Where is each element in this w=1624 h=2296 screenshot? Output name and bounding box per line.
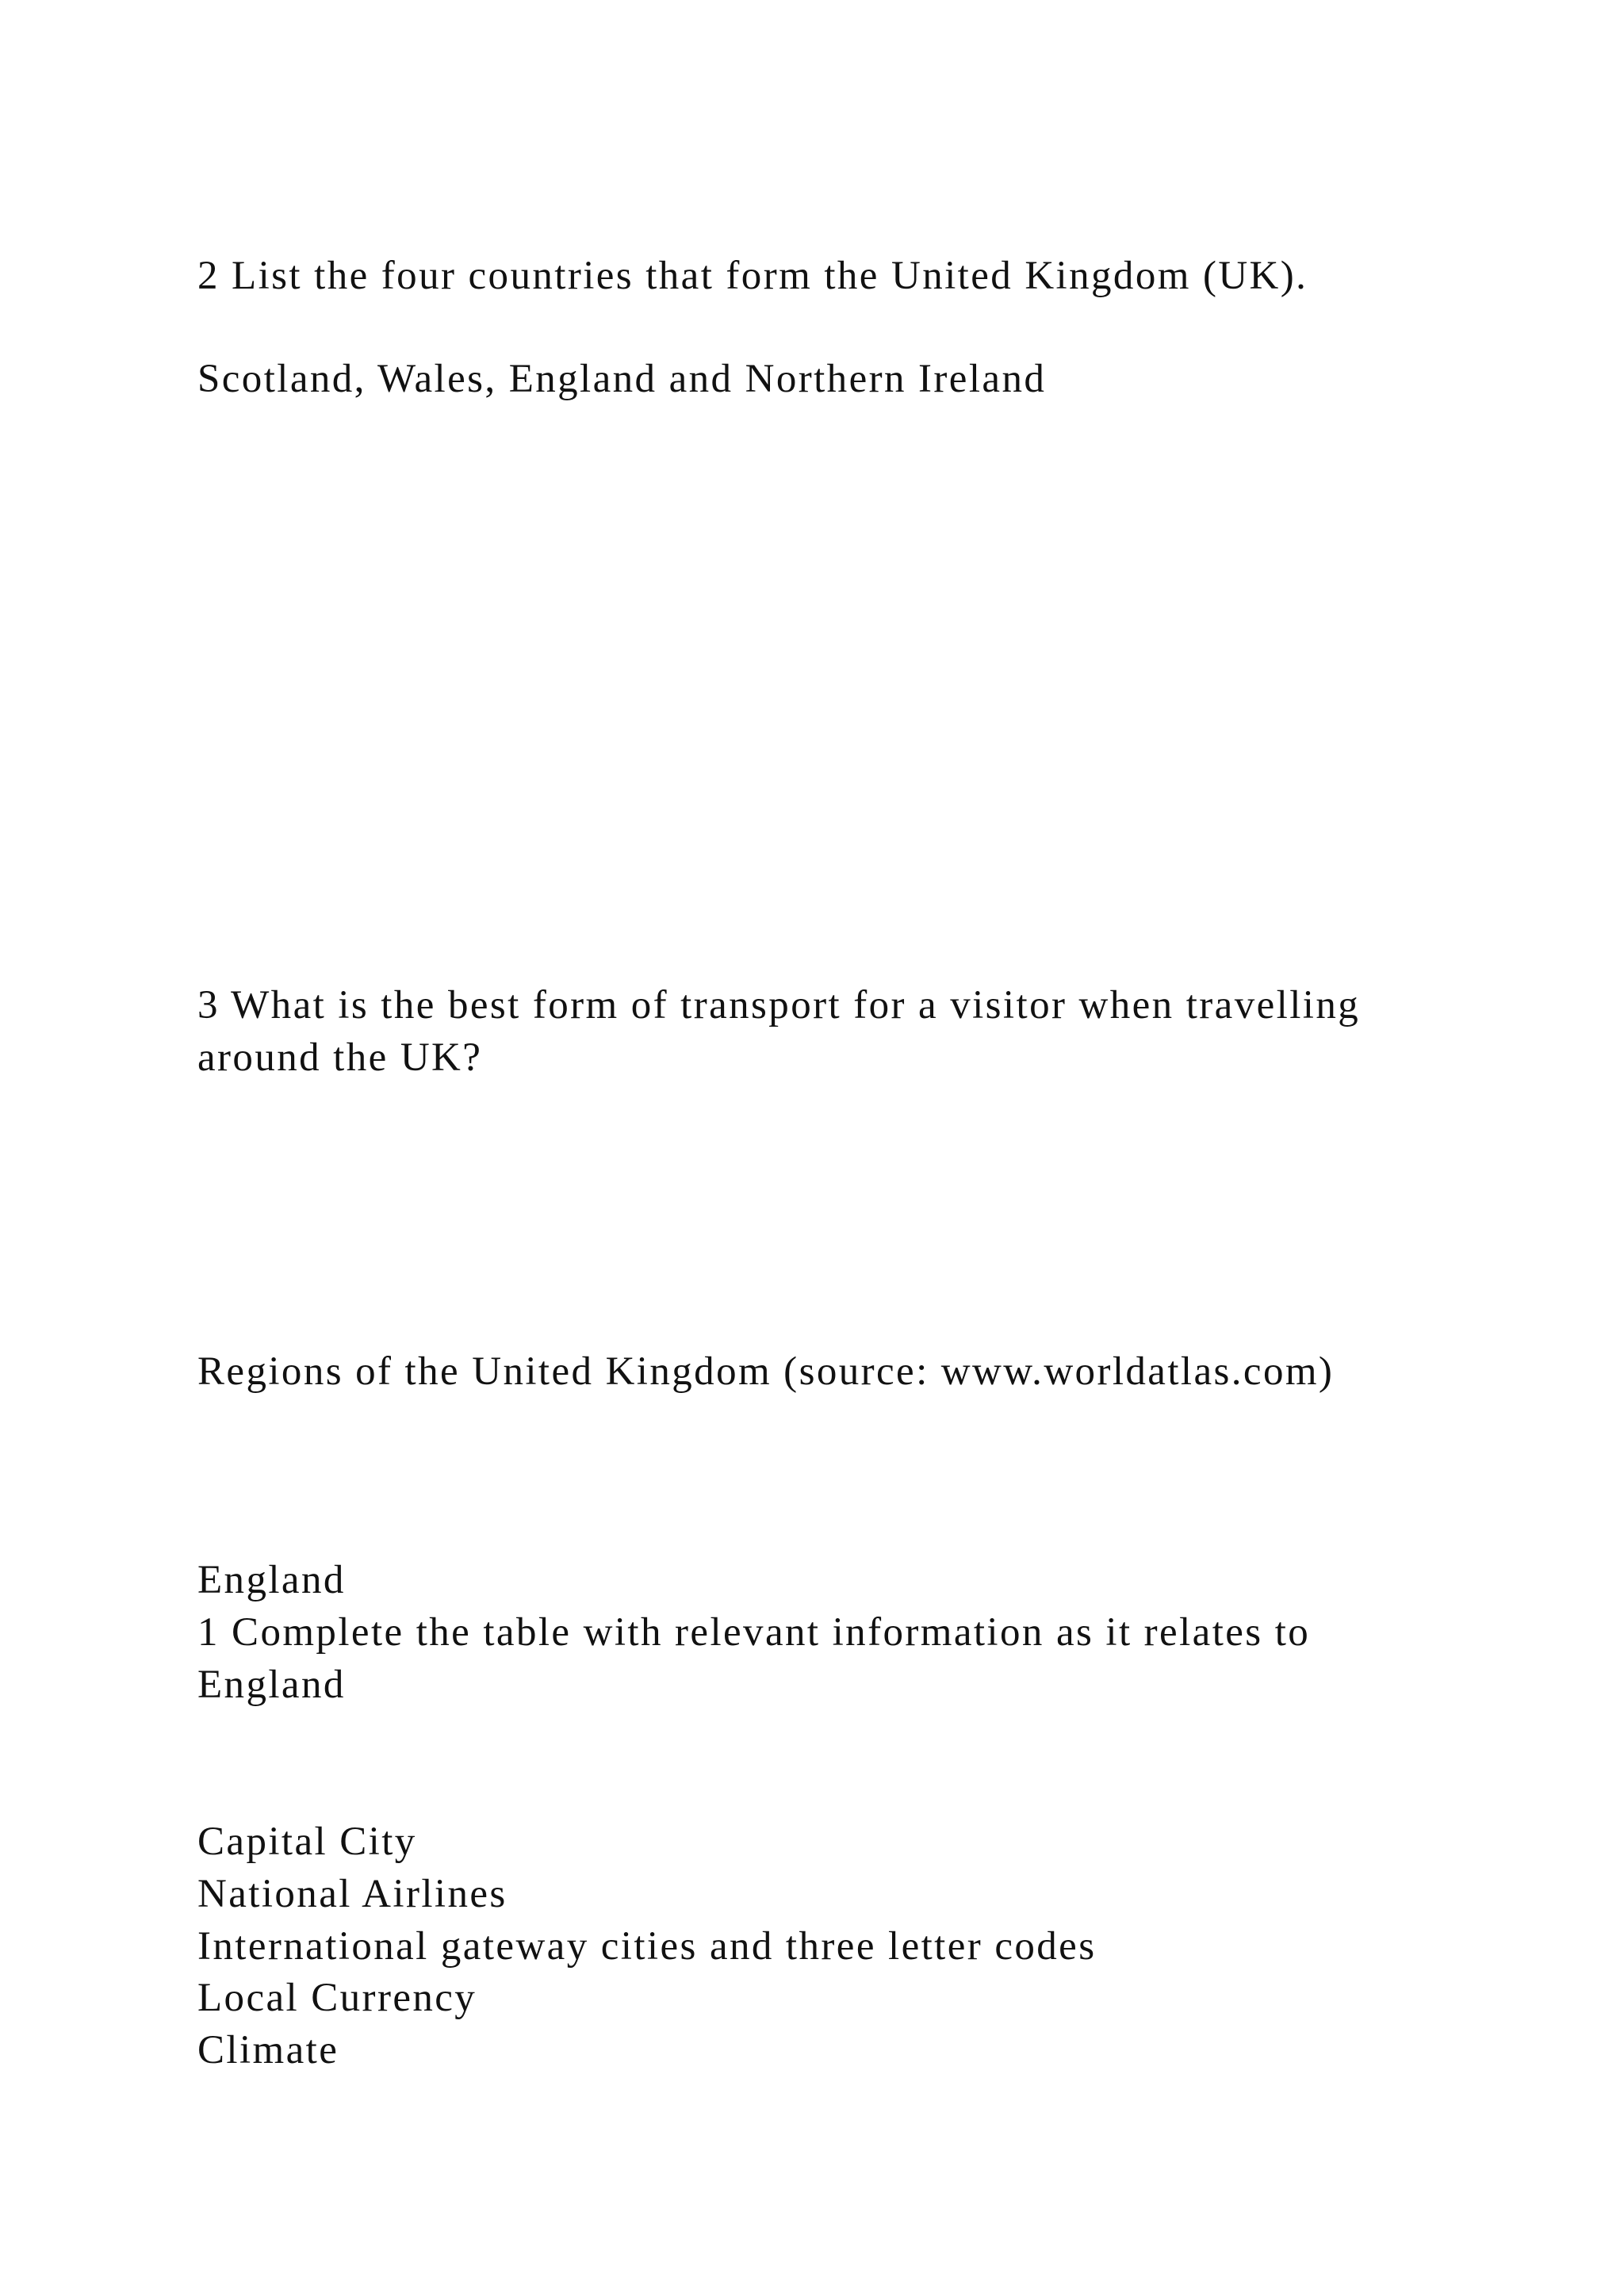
question-3-text-line-2: around the UK? xyxy=(197,1035,483,1080)
table-row-national-airlines: National Airlines xyxy=(197,1872,508,1916)
table-row-local-currency: Local Currency xyxy=(197,1976,477,2020)
question-3-text-line-1: 3 What is the best form of transport for a visitor when travelling xyxy=(197,983,1361,1027)
question-2-answer: Scotland, Wales, England and Northern Ireland xyxy=(197,357,1047,401)
table-row-gateway-cities: International gateway cities and three letter codes xyxy=(197,1924,1097,1969)
question-2-text: 2 List the four countries that form the United Kingdom (UK). xyxy=(197,254,1308,298)
england-instruction-line-2: England xyxy=(197,1663,346,1707)
table-row-climate: Climate xyxy=(197,2028,339,2072)
england-heading: England xyxy=(197,1558,346,1602)
regions-caption: Regions of the United Kingdom (source: www.worldatlas.com) xyxy=(197,1349,1335,1394)
england-instruction-line-1: 1 Complete the table with relevant information as it relates to xyxy=(197,1610,1311,1655)
table-row-capital-city: Capital City xyxy=(197,1820,417,1864)
